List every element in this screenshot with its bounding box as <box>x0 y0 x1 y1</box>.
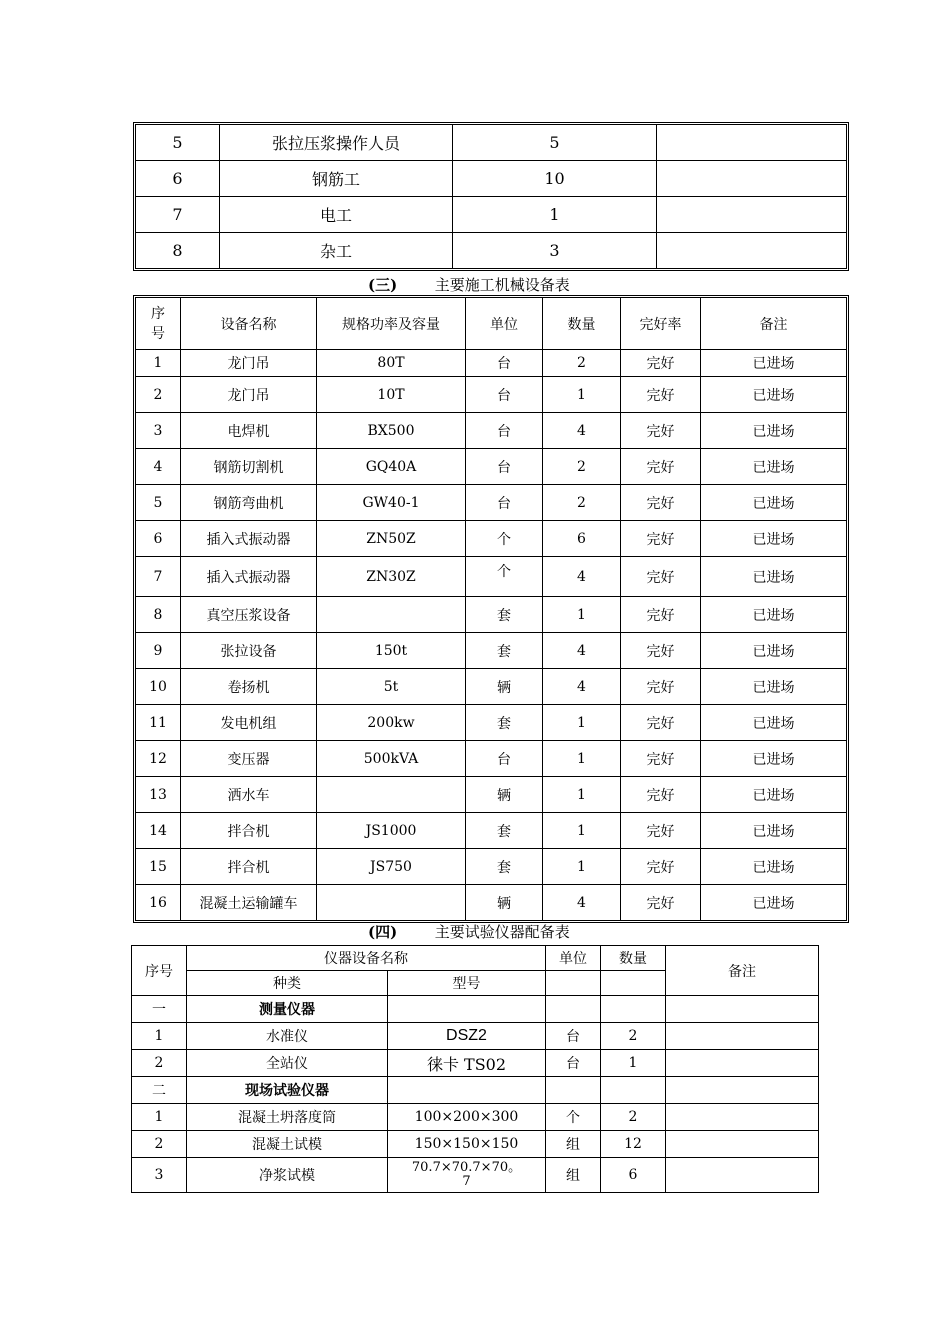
instrument-note <box>666 1158 819 1193</box>
empty-cell <box>666 996 819 1023</box>
instrument-unit: 组 <box>546 1158 601 1193</box>
equipment-spec <box>317 777 466 813</box>
table-row <box>136 741 847 777</box>
equipment-unit: 套 <box>466 705 543 741</box>
instrument-model: 70.7×70.7×70。 7 <box>388 1158 546 1193</box>
equipment-name: 变压器 <box>181 741 317 777</box>
worker-type: 钢筋工 <box>220 161 453 197</box>
equipment-name: 混凝土运输罐车 <box>181 885 317 921</box>
table-row <box>132 1158 819 1193</box>
table-row <box>136 633 847 669</box>
equipment-unit: 台 <box>466 485 543 521</box>
instrument-note <box>666 1023 819 1050</box>
instrument-qty: 6 <box>601 1158 666 1193</box>
instrument-qty: 1 <box>601 1050 666 1077</box>
row-number: 1 <box>132 1023 187 1050</box>
equipment-name: 张拉设备 <box>181 633 317 669</box>
header-spec: 规格功率及容量 <box>317 298 466 350</box>
equipment-qty: 1 <box>543 705 621 741</box>
row-number: 11 <box>136 705 181 741</box>
equipment-condition: 完好 <box>621 813 701 849</box>
instrument-note <box>666 1131 819 1158</box>
row-number: 2 <box>136 377 181 413</box>
table-row <box>136 813 847 849</box>
instrument-unit: 台 <box>546 1023 601 1050</box>
row-number: 14 <box>136 813 181 849</box>
header-row <box>136 298 847 350</box>
equipment-condition: 完好 <box>621 557 701 597</box>
equipment-qty: 1 <box>543 777 621 813</box>
table-row <box>136 449 847 485</box>
equipment-unit: 套 <box>466 597 543 633</box>
equipment-qty: 6 <box>543 521 621 557</box>
equipment-note: 已进场 <box>701 705 847 741</box>
table-row <box>136 849 847 885</box>
header-model: 型号 <box>388 971 546 996</box>
equipment-name: 洒水车 <box>181 777 317 813</box>
equipment-note: 已进场 <box>701 741 847 777</box>
equipment-unit: 套 <box>466 633 543 669</box>
equipment-unit: 台 <box>466 413 543 449</box>
empty-cell <box>546 996 601 1023</box>
equipment-unit: 台 <box>466 741 543 777</box>
equipment-unit: 个 <box>466 521 543 557</box>
equipment-condition: 完好 <box>621 849 701 885</box>
row-note <box>657 125 847 161</box>
equipment-spec: JS1000 <box>317 813 466 849</box>
equipment-spec <box>317 597 466 633</box>
equipment-qty: 1 <box>543 813 621 849</box>
row-number: 3 <box>136 413 181 449</box>
instruments-table <box>131 945 819 1193</box>
equipment-name: 钢筋切割机 <box>181 449 317 485</box>
caption-number: (四) <box>368 923 398 941</box>
row-number: 16 <box>136 885 181 921</box>
equipment-name: 钢筋弯曲机 <box>181 485 317 521</box>
caption-title: 主要施工机械设备表 <box>434 276 570 294</box>
header-row <box>132 946 819 971</box>
table-row <box>136 777 847 813</box>
equipment-name: 卷扬机 <box>181 669 317 705</box>
section-number: 二 <box>132 1077 187 1104</box>
worker-count: 10 <box>453 161 657 197</box>
section-row <box>132 1077 819 1104</box>
header-group: 仪器设备名称 <box>187 946 546 971</box>
empty-cell <box>601 1077 666 1104</box>
equipment-unit: 辆 <box>466 669 543 705</box>
equipment-spec: 200kw <box>317 705 466 741</box>
equipment-condition: 完好 <box>621 669 701 705</box>
row-number: 6 <box>136 161 220 197</box>
row-number: 3 <box>132 1158 187 1193</box>
row-number: 9 <box>136 633 181 669</box>
equipment-note: 已进场 <box>701 449 847 485</box>
table-row <box>136 377 847 413</box>
table-row <box>136 350 847 377</box>
instrument-kind: 净浆试模 <box>187 1158 388 1193</box>
equipment-qty: 1 <box>543 597 621 633</box>
equipment-note: 已进场 <box>701 813 847 849</box>
equipment-unit: 辆 <box>466 777 543 813</box>
equipment-note: 已进场 <box>701 377 847 413</box>
equipment-spec: GW40-1 <box>317 485 466 521</box>
equipment-note: 已进场 <box>701 885 847 921</box>
header-qty-blank <box>601 971 666 996</box>
equipment-qty: 4 <box>543 557 621 597</box>
instrument-qty: 2 <box>601 1104 666 1131</box>
equipment-qty: 4 <box>543 885 621 921</box>
table-row <box>136 485 847 521</box>
equipment-unit: 台 <box>466 449 543 485</box>
table-row <box>136 521 847 557</box>
equipment-condition: 完好 <box>621 633 701 669</box>
equipment-spec: GQ40A <box>317 449 466 485</box>
header-note: 备注 <box>666 946 819 996</box>
instrument-qty: 12 <box>601 1131 666 1158</box>
equipment-spec: BX500 <box>317 413 466 449</box>
equipment-note: 已进场 <box>701 485 847 521</box>
equipment-spec: JS750 <box>317 849 466 885</box>
equipment-spec: 500kVA <box>317 741 466 777</box>
table-row <box>132 1023 819 1050</box>
row-number: 8 <box>136 233 220 269</box>
instrument-model: DSZ2 <box>388 1023 546 1050</box>
row-number: 10 <box>136 669 181 705</box>
header-kind: 种类 <box>187 971 388 996</box>
equipment-unit: 套 <box>466 813 543 849</box>
machinery-table <box>135 297 847 921</box>
equipment-name: 拌合机 <box>181 849 317 885</box>
worker-count: 1 <box>453 197 657 233</box>
equipment-condition: 完好 <box>621 777 701 813</box>
equipment-qty: 2 <box>543 449 621 485</box>
empty-cell <box>666 1077 819 1104</box>
equipment-spec: 5t <box>317 669 466 705</box>
table-row <box>136 125 847 161</box>
equipment-condition: 完好 <box>621 485 701 521</box>
equipment-note: 已进场 <box>701 597 847 633</box>
equipment-qty: 1 <box>543 741 621 777</box>
header-unit: 单位 <box>546 946 601 971</box>
equipment-qty: 1 <box>543 377 621 413</box>
table-row <box>136 413 847 449</box>
equipment-qty: 4 <box>543 413 621 449</box>
equipment-unit: 个 <box>466 557 543 597</box>
equipment-note: 已进场 <box>701 849 847 885</box>
equipment-spec: ZN50Z <box>317 521 466 557</box>
equipment-condition: 完好 <box>621 350 701 377</box>
equipment-note: 已进场 <box>701 669 847 705</box>
equipment-spec: 10T <box>317 377 466 413</box>
section-number: 一 <box>132 996 187 1023</box>
equipment-condition: 完好 <box>621 885 701 921</box>
row-note <box>657 197 847 233</box>
instrument-qty: 2 <box>601 1023 666 1050</box>
instrument-unit: 台 <box>546 1050 601 1077</box>
worker-type: 电工 <box>220 197 453 233</box>
caption-title: 主要试验仪器配备表 <box>434 923 570 941</box>
table-row <box>136 885 847 921</box>
row-number: 6 <box>136 521 181 557</box>
equipment-name: 插入式振动器 <box>181 521 317 557</box>
header-name: 设备名称 <box>181 298 317 350</box>
table-row <box>136 557 847 597</box>
table-row <box>136 233 847 269</box>
row-number: 7 <box>136 557 181 597</box>
equipment-condition: 完好 <box>621 449 701 485</box>
equipment-spec <box>317 885 466 921</box>
section-row <box>132 996 819 1023</box>
equipment-qty: 2 <box>543 350 621 377</box>
instrument-kind: 水准仪 <box>187 1023 388 1050</box>
row-number: 2 <box>132 1131 187 1158</box>
row-number: 4 <box>136 449 181 485</box>
staff-table <box>135 124 847 269</box>
worker-type: 张拉压浆操作人员 <box>220 125 453 161</box>
header-unit: 单位 <box>466 298 543 350</box>
table-row <box>136 669 847 705</box>
header-seq: 序号 <box>132 946 187 996</box>
header-seq: 序 号 <box>136 298 181 350</box>
row-number: 5 <box>136 485 181 521</box>
instrument-kind: 混凝土坍落度筒 <box>187 1104 388 1131</box>
instrument-model: 100×200×300 <box>388 1104 546 1131</box>
row-number: 7 <box>136 197 220 233</box>
equipment-condition: 完好 <box>621 597 701 633</box>
caption-number: (三) <box>368 276 398 294</box>
row-number: 2 <box>132 1050 187 1077</box>
section-title: 测量仪器 <box>187 996 388 1023</box>
equipment-spec: ZN30Z <box>317 557 466 597</box>
row-note <box>657 161 847 197</box>
equipment-condition: 完好 <box>621 521 701 557</box>
table-row <box>136 597 847 633</box>
equipment-spec: 80T <box>317 350 466 377</box>
instrument-unit: 个 <box>546 1104 601 1131</box>
table-row <box>132 1050 819 1077</box>
empty-cell <box>546 1077 601 1104</box>
equipment-name: 龙门吊 <box>181 350 317 377</box>
header-qty: 数量 <box>601 946 666 971</box>
equipment-note: 已进场 <box>701 557 847 597</box>
section-title: 现场试验仪器 <box>187 1077 388 1104</box>
equipment-name: 发电机组 <box>181 705 317 741</box>
row-number: 1 <box>132 1104 187 1131</box>
equipment-unit: 套 <box>466 849 543 885</box>
equipment-qty: 1 <box>543 849 621 885</box>
instrument-kind: 全站仪 <box>187 1050 388 1077</box>
row-number: 1 <box>136 350 181 377</box>
instrument-unit: 组 <box>546 1131 601 1158</box>
instrument-note <box>666 1104 819 1131</box>
equipment-note: 已进场 <box>701 521 847 557</box>
machinery-caption <box>368 274 570 295</box>
header-unit-blank <box>546 971 601 996</box>
table-row <box>132 1104 819 1131</box>
equipment-condition: 完好 <box>621 377 701 413</box>
equipment-qty: 4 <box>543 669 621 705</box>
instrument-model: 150×150×150 <box>388 1131 546 1158</box>
instrument-kind: 混凝土试模 <box>187 1131 388 1158</box>
equipment-condition: 完好 <box>621 705 701 741</box>
empty-cell <box>388 1077 546 1104</box>
table-row <box>136 161 847 197</box>
instruments-caption <box>368 921 570 942</box>
equipment-name: 龙门吊 <box>181 377 317 413</box>
equipment-unit: 台 <box>466 350 543 377</box>
equipment-condition: 完好 <box>621 741 701 777</box>
header-note: 备注 <box>701 298 847 350</box>
equipment-note: 已进场 <box>701 413 847 449</box>
equipment-name: 拌合机 <box>181 813 317 849</box>
row-number: 13 <box>136 777 181 813</box>
row-number: 8 <box>136 597 181 633</box>
row-number: 5 <box>136 125 220 161</box>
equipment-name: 真空压浆设备 <box>181 597 317 633</box>
equipment-spec: 150t <box>317 633 466 669</box>
header-qty: 数量 <box>543 298 621 350</box>
equipment-qty: 4 <box>543 633 621 669</box>
empty-cell <box>388 996 546 1023</box>
empty-cell <box>601 996 666 1023</box>
instrument-model: 徕卡 TS02 <box>388 1050 546 1077</box>
equipment-unit: 台 <box>466 377 543 413</box>
equipment-qty: 2 <box>543 485 621 521</box>
row-number: 12 <box>136 741 181 777</box>
worker-type: 杂工 <box>220 233 453 269</box>
equipment-unit: 辆 <box>466 885 543 921</box>
instrument-note <box>666 1050 819 1077</box>
header-condition: 完好率 <box>621 298 701 350</box>
table-row <box>132 1131 819 1158</box>
equipment-note: 已进场 <box>701 633 847 669</box>
worker-count: 5 <box>453 125 657 161</box>
equipment-name: 电焊机 <box>181 413 317 449</box>
table-row <box>136 705 847 741</box>
row-note <box>657 233 847 269</box>
row-number: 15 <box>136 849 181 885</box>
equipment-note: 已进场 <box>701 350 847 377</box>
table-row <box>136 197 847 233</box>
equipment-name: 插入式振动器 <box>181 557 317 597</box>
worker-count: 3 <box>453 233 657 269</box>
equipment-condition: 完好 <box>621 413 701 449</box>
equipment-note: 已进场 <box>701 777 847 813</box>
